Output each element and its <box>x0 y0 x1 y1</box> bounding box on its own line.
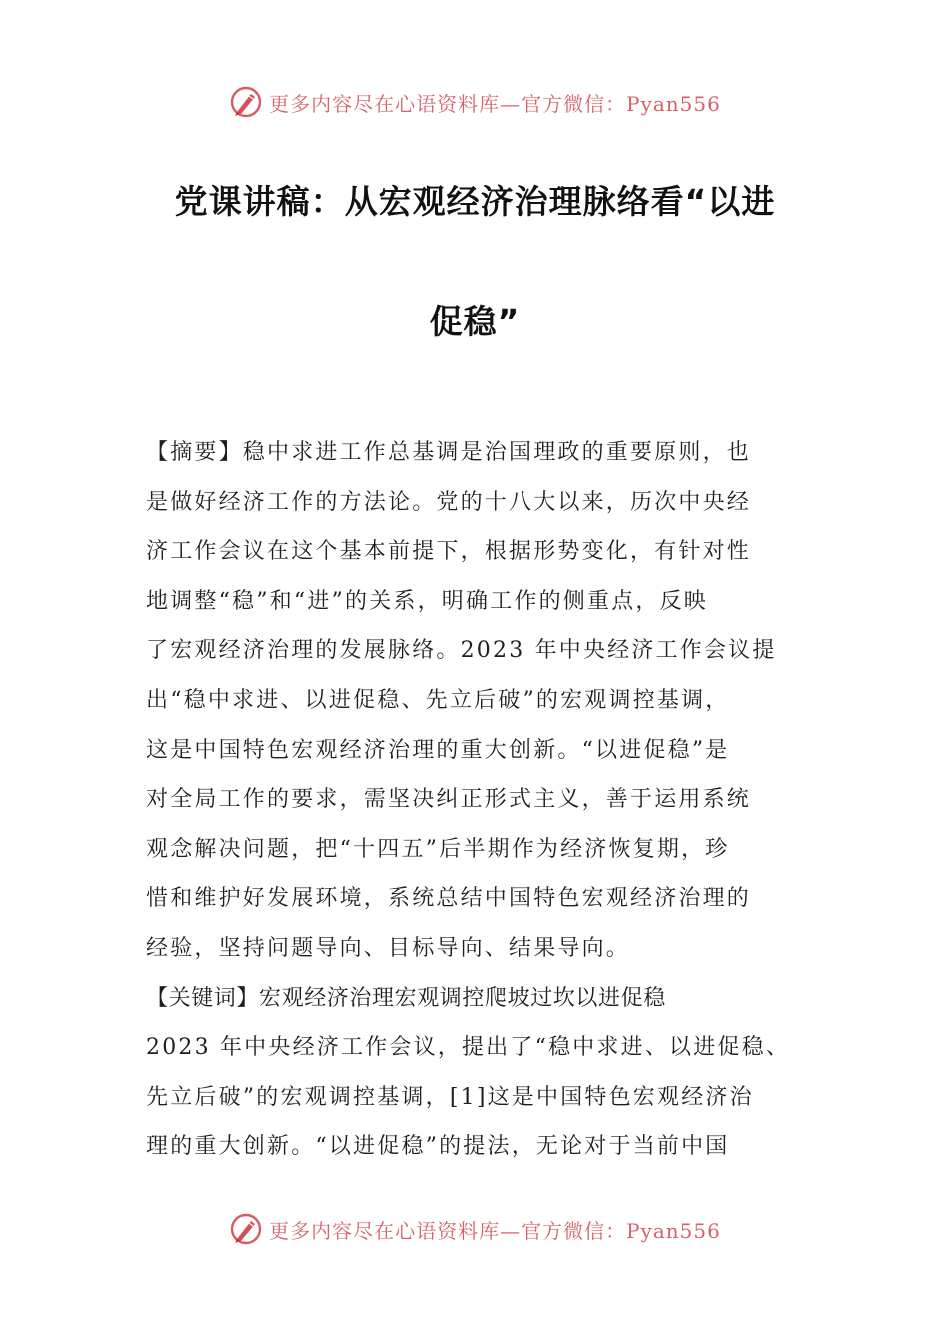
header-watermark <box>0 82 950 122</box>
abstract-line: 惜和维护好发展环境，系统总结中国特色宏观经济治理的 <box>146 886 752 912</box>
abstract-line: 是做好经济工作的方法论。党的十八大以来，历次中央经 <box>146 489 752 515</box>
abstract-line: 地调整“稳”和“进”的关系，明确工作的侧重点，反映 <box>146 588 708 614</box>
abstract-line: 这是中国特色宏观经济治理的重大创新。“以进促稳”是 <box>146 737 730 763</box>
abstract-line: 【摘要】稳中求进工作总基调是治国理政的重要原则，也 <box>146 440 752 465</box>
abstract-line: 观念解决问题，把“十四五”后半期作为经济恢复期，珍 <box>146 836 730 862</box>
abstract-line: 济工作会议在这个基本前提下，根据形势变化，有针对性 <box>146 539 752 565</box>
footer-watermark <box>0 1209 950 1249</box>
pen-logo-icon <box>229 1212 263 1246</box>
keywords-line: 【关键词】宏观经济治理宏观调控爬坡过坎以进促稳 <box>146 985 666 1011</box>
watermark-text: 更多内容尽在心语资料库—官方微信：Pyan556 <box>269 1218 721 1243</box>
abstract-line: 经验，坚持问题导向、目标导向、结果导向。 <box>146 935 631 961</box>
pen-logo-icon <box>229 85 263 119</box>
watermark-text: 更多内容尽在心语资料库—官方微信：Pyan556 <box>269 91 721 116</box>
document-body <box>146 428 816 1172</box>
abstract-line: 出“稳中求进、以进促稳、先立后破”的宏观调控基调， <box>146 687 730 713</box>
abstract-line: 了宏观经济治理的发展脉络。2023 年中央经济工作会议提 <box>146 638 777 664</box>
abstract-line: 对全局工作的要求，需坚决纠正形式主义，善于运用系统 <box>146 787 752 813</box>
document-title-line-2: 促稳” <box>429 302 521 341</box>
paragraph-line: 理的重大创新。“以进促稳”的提法，无论对于当前中国 <box>146 1134 730 1160</box>
paragraph-line: 2023 年中央经济工作会议，提出了“稳中求进、以进促稳、 <box>146 1035 791 1061</box>
paragraph-line: 先立后破”的宏观调控基调，[1]这是中国特色宏观经济治 <box>146 1084 754 1110</box>
document-title-line-1: 党课讲稿：从宏观经济治理脉络看“以进 <box>174 182 776 221</box>
